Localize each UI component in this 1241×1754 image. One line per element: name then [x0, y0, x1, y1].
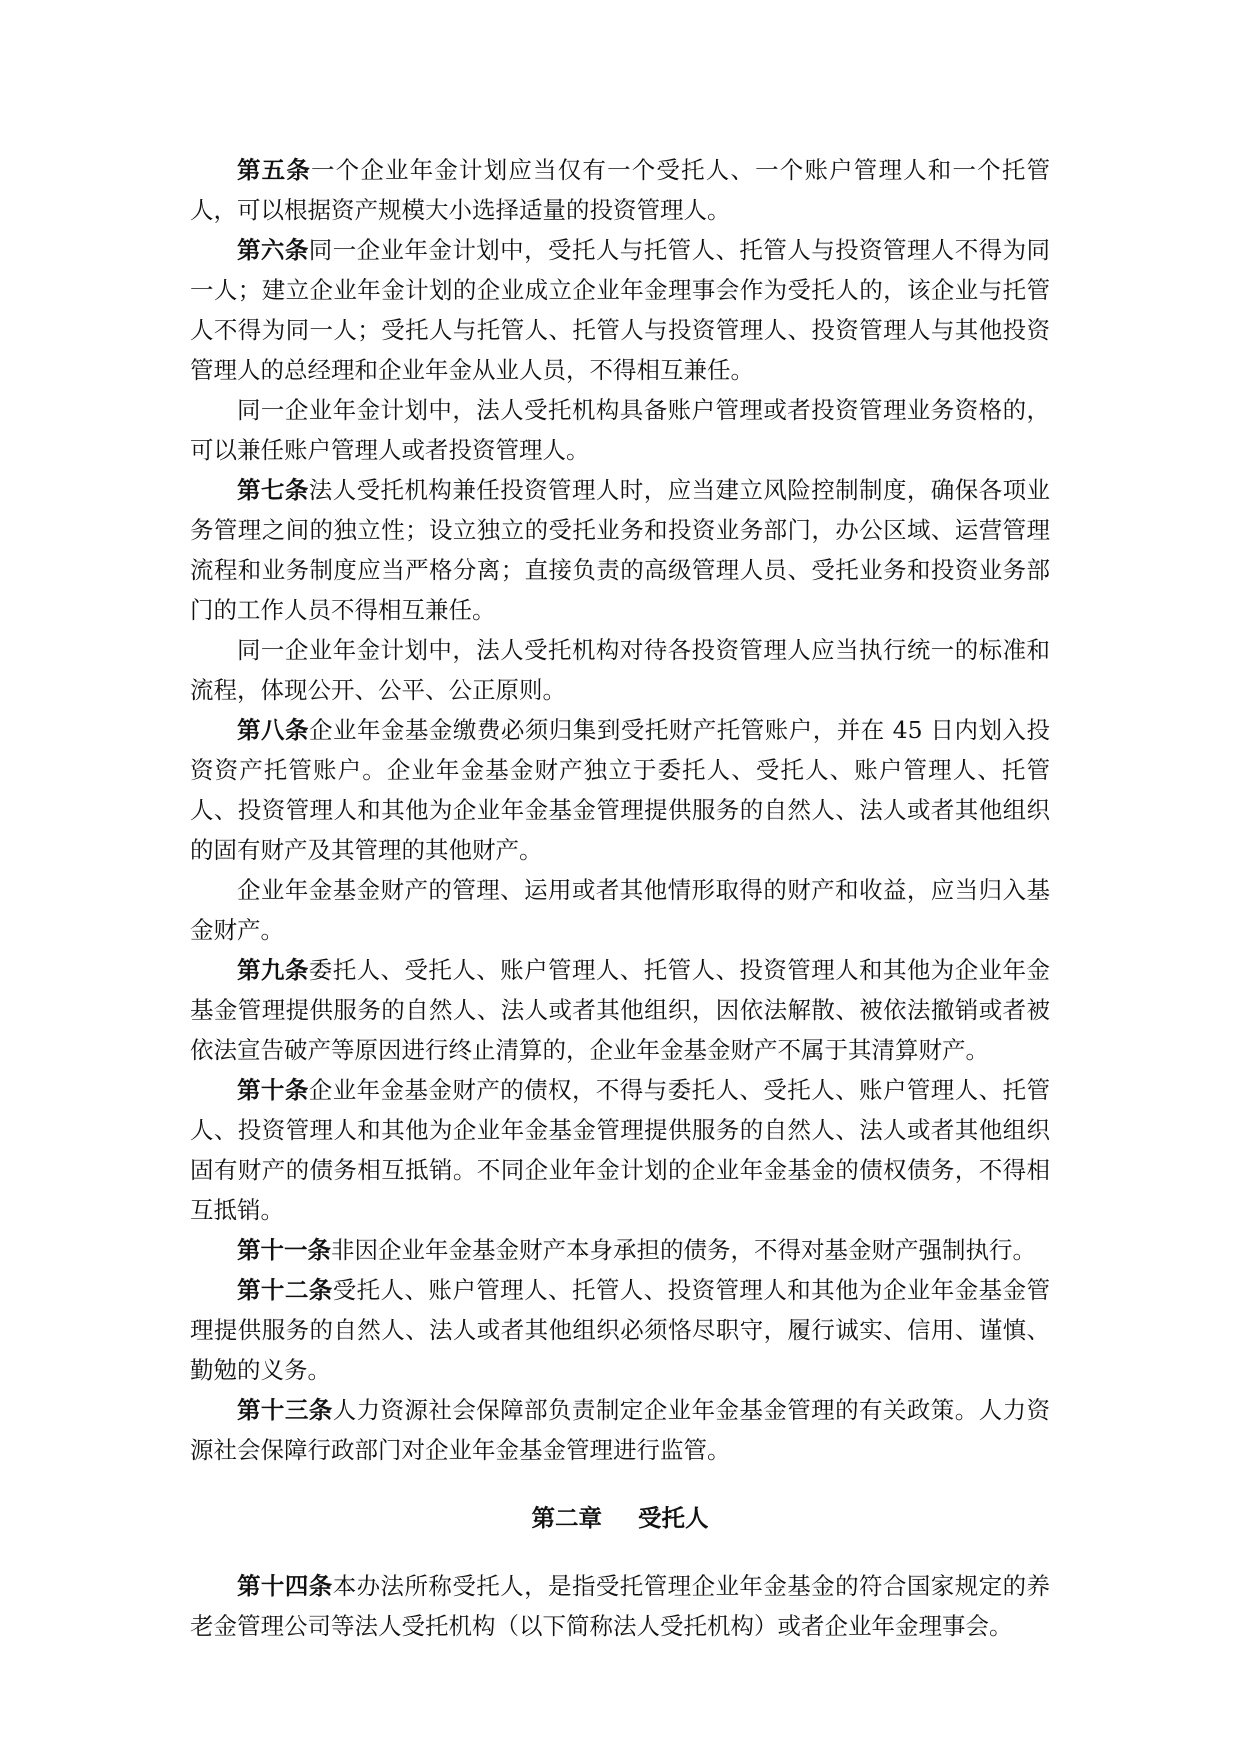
section-1 [190, 150, 1050, 1470]
article-text: 受托人、账户管理人、托管人、投资管理人和其他为企业年金基金管理提供服务的自然人、法人或者其他组织必须恪尽职守，履行诚实、信用、谨慎、勤勉的义务。 [190, 1276, 1051, 1384]
article-text: 人力资源社会保障部负责制定企业年金基金管理的有关政策。人力资源社会保障行政部门对企业年金基金管理进行监管。 [190, 1396, 1051, 1464]
article-label: 第十四条 [237, 1572, 333, 1600]
article-6 [190, 230, 1050, 390]
article-text: 企业年金基金缴费必须归集到受托财产托管账户，并在 45 日内划入投资资产托管账户。企业年金基金财产独立于委托人、受托人、账户管理人、托管人、投资管理人和其他为企业年金基金管理提供服务的自然人、法人或者其他组织的固有财产及其管理的其他财产。 [190, 716, 1050, 864]
chapter-heading [190, 1498, 1050, 1538]
article-5 [190, 150, 1050, 230]
article-label: 第十三条 [237, 1396, 333, 1424]
article-text: 委托人、受托人、账户管理人、托管人、投资管理人和其他为企业年金基金管理提供服务的自然人、法人或者其他组织，因依法解散、被依法撤销或者被依法宣告破产等原因进行终止清算的，企业年金基金财产不属于其清算财产。 [190, 956, 1051, 1064]
section-2 [190, 1566, 1050, 1646]
article-13 [190, 1390, 1050, 1470]
article-8 [190, 710, 1050, 870]
article-label: 第五条 [237, 156, 312, 184]
article-9 [190, 950, 1050, 1070]
article-12 [190, 1270, 1050, 1390]
article-text: 企业年金基金财产的债权，不得与委托人、受托人、账户管理人、托管人、投资管理人和其他为企业年金基金管理提供服务的自然人、法人或者其他组织固有财产的债务相互抵销。不同企业年金计划的企业年金基金的债权债务，不得相互抵销。 [190, 1076, 1051, 1224]
paragraph-text: 企业年金基金财产的管理、运用或者其他情形取得的财产和收益，应当归入基金财产。 [190, 876, 1050, 944]
article-text: 非因企业年金基金财产本身承担的债务，不得对基金财产强制执行。 [331, 1236, 1036, 1264]
article-label: 第七条 [237, 476, 309, 504]
article-11 [190, 1230, 1050, 1270]
article-text: 一个企业年金计划应当仅有一个受托人、一个账户管理人和一个托管人，可以根据资产规模大小选择适量的投资管理人。 [190, 156, 1050, 224]
article-8-paragraph-2 [190, 870, 1050, 950]
chapter-number: 第二章 [531, 1504, 602, 1532]
paragraph-text: 同一企业年金计划中，法人受托机构对待各投资管理人应当执行统一的标准和流程，体现公开、公平、公正原则。 [190, 636, 1050, 704]
article-label: 第十一条 [237, 1236, 331, 1264]
article-label: 第六条 [237, 236, 309, 264]
article-7 [190, 470, 1050, 630]
article-label: 第八条 [237, 716, 309, 744]
article-6-paragraph-2 [190, 390, 1050, 470]
article-14 [190, 1566, 1050, 1646]
article-7-paragraph-2 [190, 630, 1050, 710]
article-text: 法人受托机构兼任投资管理人时，应当建立风险控制制度，确保各项业务管理之间的独立性；设立独立的受托业务和投资业务部门，办公区域、运营管理流程和业务制度应当严格分离；直接负责的高级管理人员、受托业务和投资业务部门的工作人员不得相互兼任。 [190, 476, 1051, 624]
article-label: 第十条 [237, 1076, 309, 1104]
article-text: 本办法所称受托人，是指受托管理企业年金基金的符合国家规定的养老金管理公司等法人受托机构（以下简称法人受托机构）或者企业年金理事会。 [190, 1572, 1051, 1640]
article-10 [190, 1070, 1050, 1230]
article-label: 第十二条 [237, 1276, 333, 1304]
paragraph-text: 同一企业年金计划中，法人受托机构具备账户管理或者投资管理业务资格的，可以兼任账户管理人或者投资管理人。 [190, 396, 1050, 464]
chapter-title: 受托人 [638, 1504, 709, 1532]
document-body [190, 150, 1050, 1646]
article-text: 同一企业年金计划中，受托人与托管人、托管人与投资管理人不得为同一人；建立企业年金计划的企业成立企业年金理事会作为受托人的，该企业与托管人不得为同一人；受托人与托管人、托管人与投资管理人、投资管理人与其他投资管理人的总经理和企业年金从业人员，不得相互兼任。 [190, 236, 1051, 384]
article-label: 第九条 [237, 956, 309, 984]
